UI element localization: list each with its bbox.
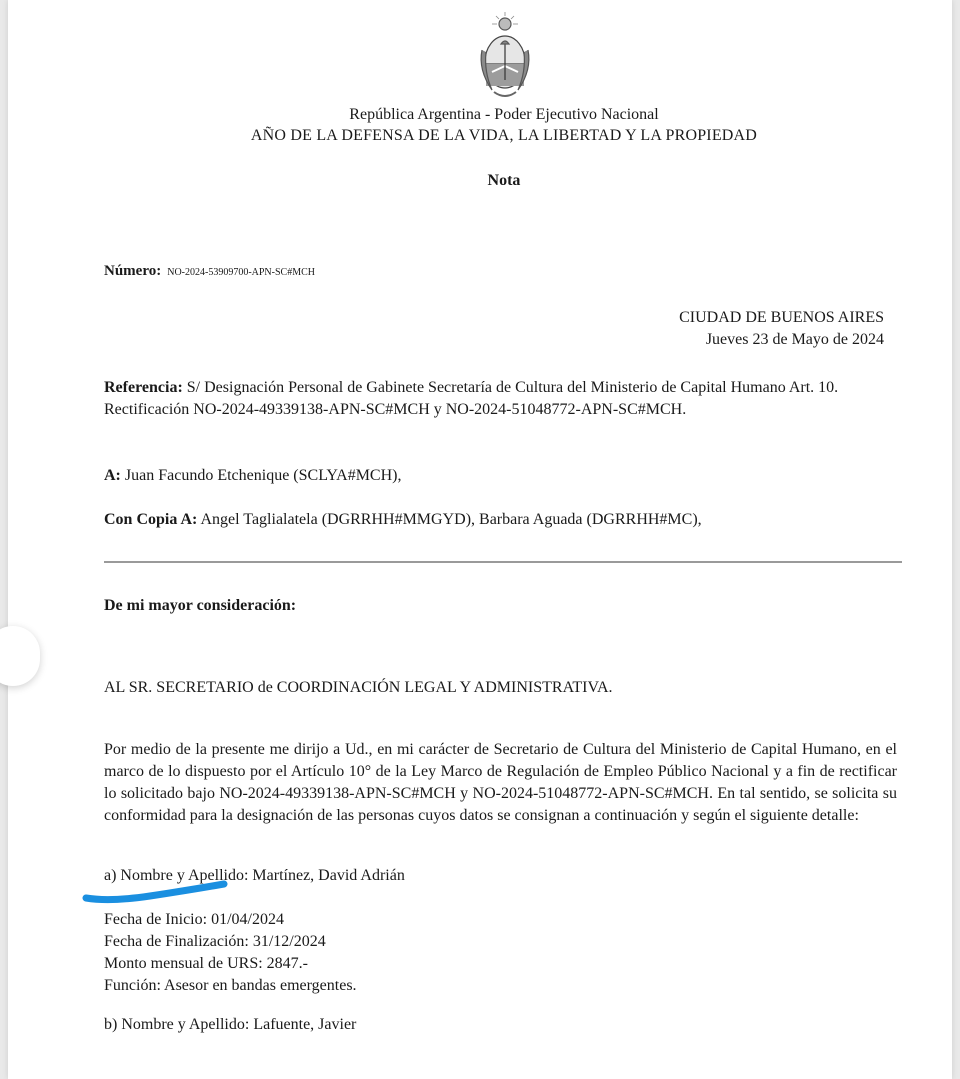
highlight-marker-stroke [80,878,230,908]
document-number [104,260,315,284]
body-paragraph: Por medio de la presente me dirijo a Ud., en mi carácter de Secretario de Cultura del Ministerio de Capital Humano, en el marco de lo dispuesto por el Artículo 10° de la Ley Marco de Regulación de Empleo Público Nacional y a fin de rectificar lo solicitado bajo NO-2024-49339138-APN-SC#MCH y NO-2024-51048772-APN-SC#MCH. En tal sentido, se solicita su conformidad para la designación de las personas cuyos datos se consignan a continuación y según el siguiente detalle: [104,741,897,824]
header-republica: República Argentina - Poder Ejecutivo Nacional [349,106,659,123]
city: CIUDAD DE BUENOS AIRES [679,309,884,326]
recipient [104,465,401,487]
recipient-value: Juan Facundo Etchenique (SCLYA#MCH), [124,467,402,484]
document-type-title: Nota [487,172,521,189]
header-year-motto: AÑO DE LA DEFENSA DE LA VIDA, LA LIBERTAD Y LA PROPIEDAD [250,127,758,144]
recipient-label: A: [104,467,121,484]
document-page [8,0,952,1079]
person-a-details [104,909,357,997]
carbon-copy-value: Angel Taglialatela (DGRRHH#MMGYD), Barbara Aguada (DGRRHH#MC), [200,511,702,528]
carbon-copy-label: Con Copia A: [104,511,198,528]
divider [104,561,902,563]
reference-text: S/ Designación Personal de Gabinete Secretaría de Cultura del Ministerio de Capital Humano Art. 10. Rectificación NO-2024-49339138-APN-SC#MCH y NO-2024-51048772-APN-SC#MCH. [104,379,839,418]
reference [104,377,904,421]
salutation: De mi mayor consideración: [104,597,297,614]
document-number-label: Número: [104,263,162,279]
place-and-date [679,307,884,351]
argentina-coat-of-arms-icon [474,10,536,102]
person-a-end-date: Fecha de Finalización: 31/12/2024 [104,933,326,950]
person-a-function: Función: Asesor en bandas emergentes. [104,977,357,994]
date: Jueves 23 de Mayo de 2024 [705,331,884,348]
person-a-monthly-amount: Monto mensual de URS: 2847.- [104,955,308,972]
person-a-start-date: Fecha de Inicio: 01/04/2024 [104,911,284,928]
person-a-name: a) Nombre y Apellido: Martínez, David Adrián [104,867,405,884]
scroll-handle[interactable] [0,626,40,686]
document-number-value: NO-2024-53909700-APN-SC#MCH [167,267,316,278]
carbon-copy [104,509,702,531]
person-b-name: b) Nombre y Apellido: Lafuente, Javier [104,1016,357,1033]
addressee-title: AL SR. SECRETARIO de COORDINACIÓN LEGAL Y ADMINISTRATIVA. [104,679,613,696]
reference-label: Referencia: [104,379,183,396]
